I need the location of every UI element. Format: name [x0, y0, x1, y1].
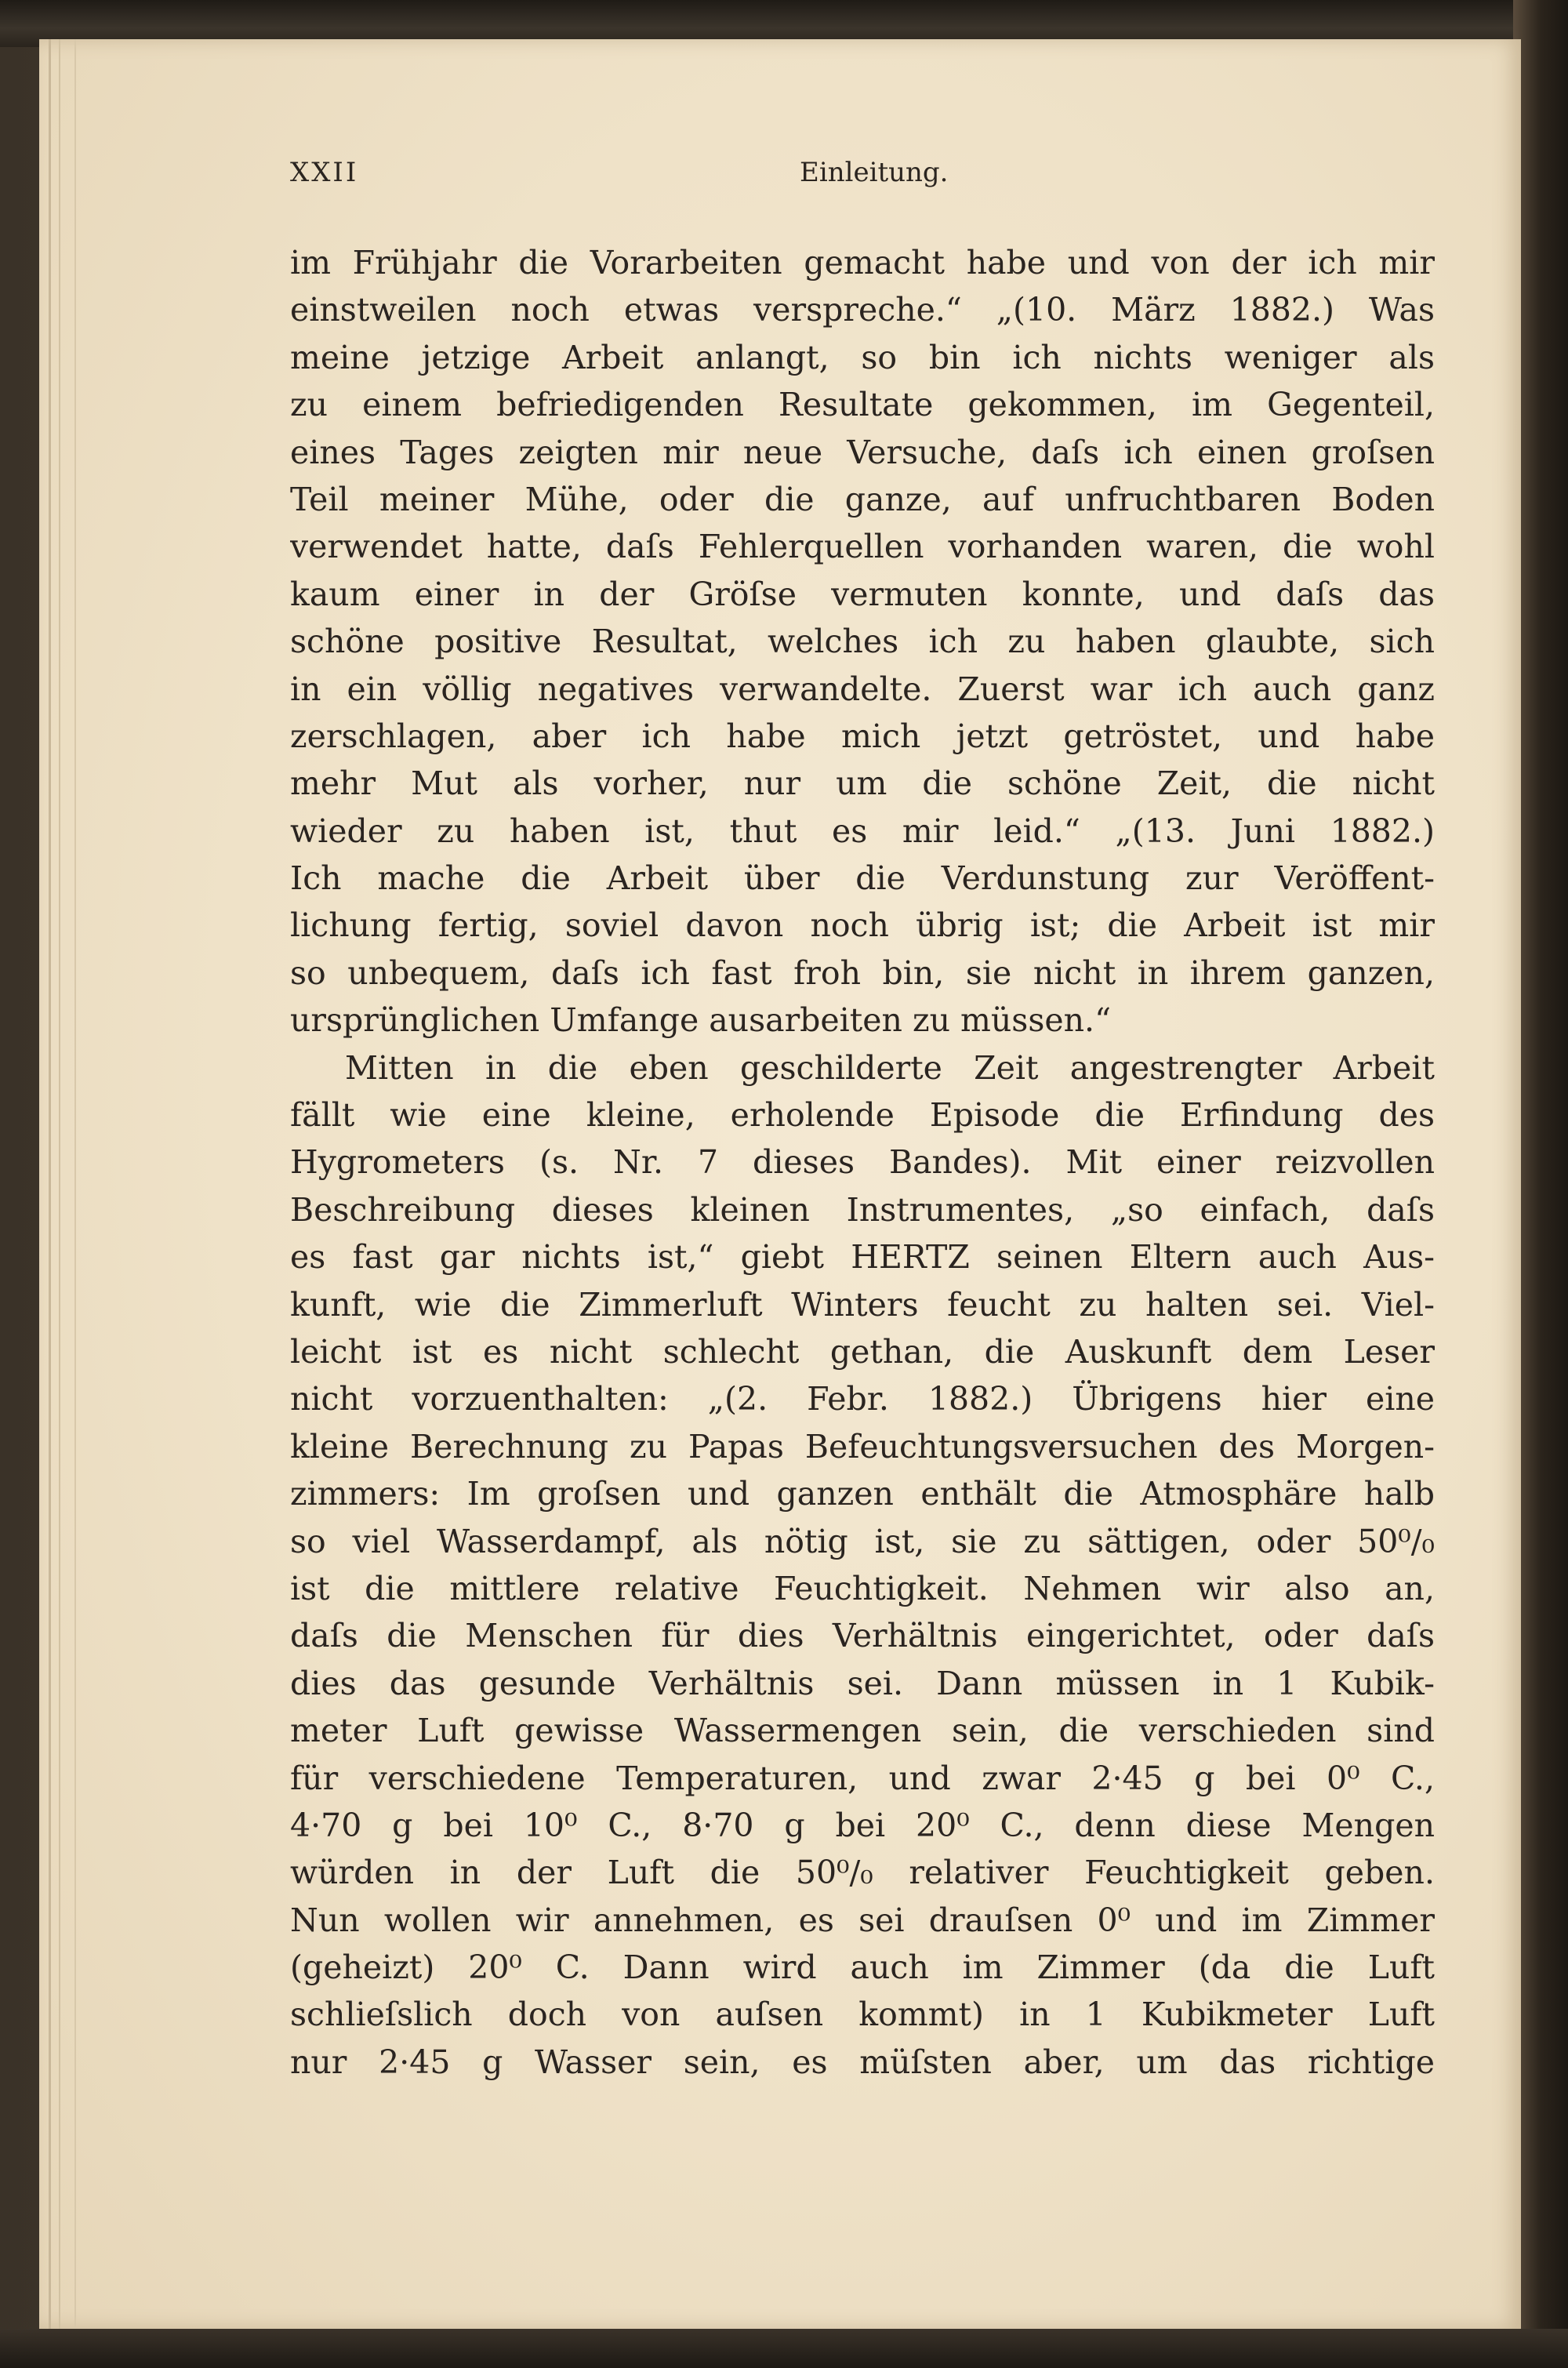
text-line: schlieſslich doch von auſsen kommt) in 1 Kubikmeter Luft: [290, 1996, 1435, 2034]
text-line: kaum einer in der Gröſse vermuten konnte, und daſs das: [290, 575, 1435, 613]
text-line: würden in der Luft die 50⁰/₀ relativer Feuchtigkeit geben.: [290, 1854, 1435, 1892]
text-line: verwendet hatte, daſs Fehlerquellen vorhanden waren, die wohl: [290, 528, 1435, 566]
text-line: nur 2·45 g Wasser sein, es müſsten aber, um das richtige: [290, 2043, 1435, 2081]
text-line: Beschreibung dieses kleinen Instrumentes, „so einfach, daſs: [290, 1190, 1435, 1229]
body-text: [290, 239, 1435, 2086]
text-line-paragraph-start: Mitten in die eben geschilderte Zeit angestrengter Arbeit: [345, 1048, 1435, 1087]
text-line: kunft, wie die Zimmerluft Winters feucht zu halten sei. Viel-: [290, 1285, 1435, 1324]
text-line: fällt wie eine kleine, erholende Episode die Erfindung des: [290, 1096, 1435, 1135]
text-line: (geheizt) 20⁰ C. Dann wird auch im Zimmer (da die Luft: [290, 1949, 1435, 1987]
text-line: so viel Wasserdampf, als nötig ist, sie zu sättigen, oder 50⁰/₀: [290, 1522, 1435, 1560]
text-line: für verschiedene Temperaturen, und zwar 2·45 g bei 0⁰ C.,: [290, 1759, 1435, 1797]
text-line: eines Tages zeigten mir neue Versuche, daſs ich einen groſsen: [290, 433, 1435, 471]
text-line: Ich mache die Arbeit über die Verdunstung zur Veröffent-: [290, 859, 1435, 898]
text-line: im Frühjahr die Vorarbeiten gemacht habe und von der ich mir: [290, 244, 1435, 281]
text-line: zu einem befriedigenden Resultate gekommen, im Gegenteil,: [290, 386, 1435, 424]
page-number: XXII: [290, 157, 359, 188]
text-line: Hygrometers (s. Nr. 7 dieses Bandes). Mit einer reizvollen: [290, 1143, 1435, 1182]
text-line: lichung fertig, soviel davon noch übrig ist; die Arbeit ist mir: [290, 906, 1435, 945]
text-line: daſs die Menschen für dies Verhältnis eingerichtet, oder daſs: [290, 1617, 1435, 1655]
book-edge-bottom: [0, 2329, 1568, 2368]
text-line: kleine Berechnung zu Papas Befeuchtungsversuchen des Morgen-: [290, 1427, 1435, 1465]
text-line-paragraph-end: ursprünglichen Umfange ausarbeiten zu müssen.“: [290, 1001, 1112, 1040]
text-line: meine jetzige Arbeit anlangt, so bin ich nichts weniger als: [290, 338, 1435, 376]
text-line: so unbequem, daſs ich fast froh bin, sie nicht in ihrem ganzen,: [290, 953, 1435, 992]
running-title: Einleitung.: [800, 157, 949, 188]
text-line: zimmers: Im groſsen und ganzen enthält die Atmosphäre halb: [290, 1475, 1435, 1513]
text-line: meter Luft gewisse Wassermengen sein, die verschieden sind: [290, 1712, 1435, 1750]
text-line: dies das gesunde Verhältnis sei. Dann müssen in 1 Kubik-: [290, 1664, 1435, 1702]
book-edge-right: [1513, 0, 1568, 2368]
text-line: 4·70 g bei 10⁰ C., 8·70 g bei 20⁰ C., denn diese Mengen: [290, 1806, 1435, 1844]
text-line: leicht ist es nicht schlecht gethan, die Auskunft dem Leser: [290, 1332, 1435, 1371]
text-line: einstweilen noch etwas verspreche.“ „(10. März 1882.) Was: [290, 291, 1435, 329]
text-line: es fast gar nichts ist,“ giebt HERTZ seinen Eltern auch Aus-: [290, 1238, 1435, 1277]
text-line: wieder zu haben ist, thut es mir leid.“ „(13. Juni 1882.): [290, 812, 1435, 850]
text-line: Teil meiner Mühe, oder die ganze, auf unfruchtbaren Boden: [290, 480, 1435, 518]
text-line: schöne positive Resultat, welches ich zu haben glaubte, sich: [290, 623, 1435, 661]
text-line: mehr Mut als vorher, nur um die schöne Zeit, die nicht: [290, 765, 1435, 803]
text-line: nicht vorzuenthalten: „(2. Febr. 1882.) Übrigens hier eine: [290, 1380, 1435, 1418]
gutter-lines: [49, 39, 76, 2329]
text-line: Nun wollen wir annehmen, es sei drauſsen 0⁰ und im Zimmer: [290, 1901, 1435, 1939]
text-line: in ein völlig negatives verwandelte. Zuerst war ich auch ganz: [290, 670, 1435, 708]
page-header: [290, 157, 1435, 204]
text-line: zerschlagen, aber ich habe mich jetzt getröstet, und habe: [290, 717, 1435, 755]
text-line: ist die mittlere relative Feuchtigkeit. Nehmen wir also an,: [290, 1569, 1435, 1607]
